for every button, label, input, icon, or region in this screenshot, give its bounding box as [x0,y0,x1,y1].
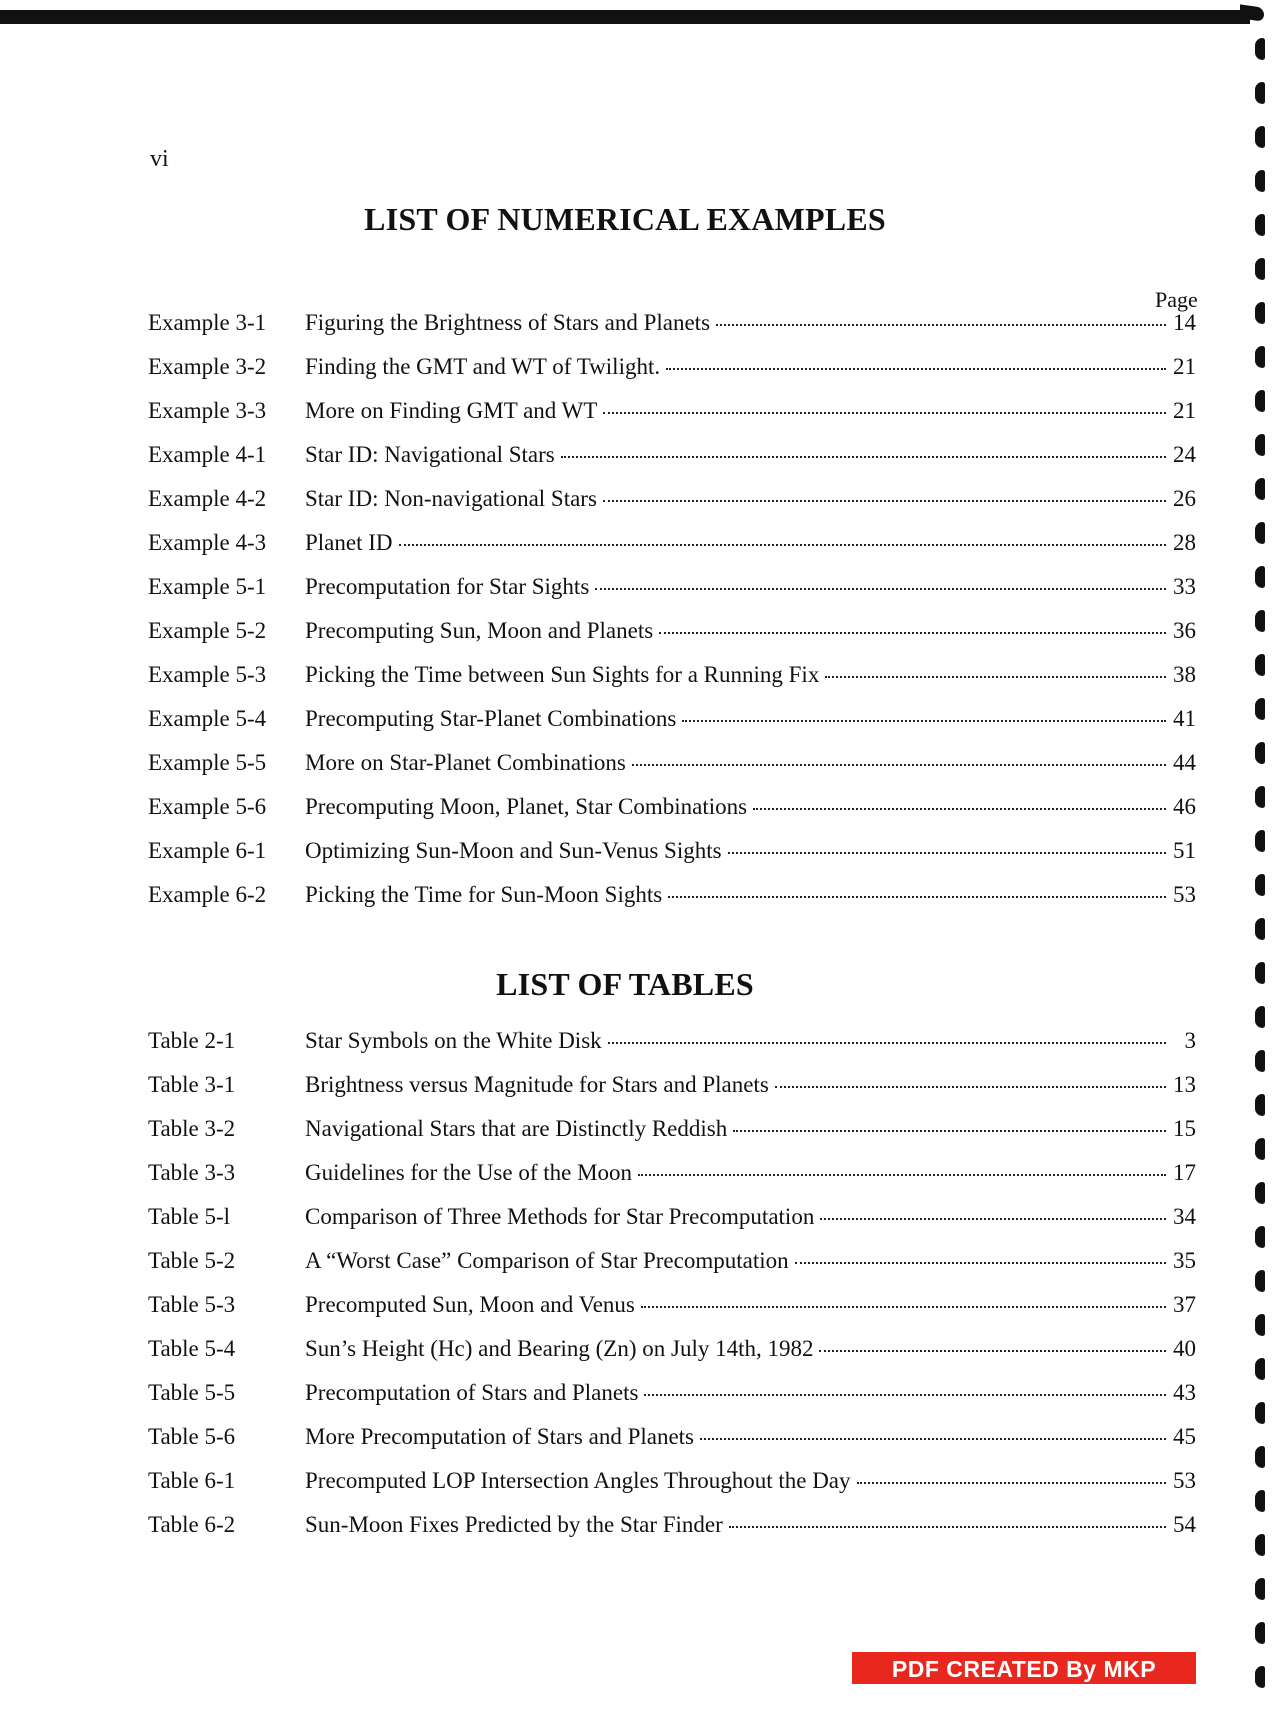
binding-hole [1255,390,1265,412]
binding-hole [1255,962,1265,984]
binding-hole [1255,1358,1265,1380]
table-number: Table 3-2 [148,1116,236,1141]
binding-hole [1255,1094,1265,1116]
table-row [148,1380,1196,1424]
table-page: 15 [1173,1116,1196,1141]
example-page: 24 [1173,442,1196,467]
leader-dots [729,1526,1166,1528]
table-title: Guidelines for the Use of the Moon [305,1160,633,1185]
tables-heading: LIST OF TABLES [496,966,754,1002]
binding-hole [1255,1314,1265,1336]
example-page: 28 [1173,530,1196,555]
numerical-examples-heading: LIST OF NUMERICAL EXAMPLES [364,201,886,237]
binding-hole [1255,82,1265,104]
binding-hole [1255,1666,1265,1688]
leader-dots [399,544,1166,546]
table-number: Table 3-1 [148,1072,236,1097]
table-number: Table 5-6 [148,1424,236,1449]
example-number: Example 5-1 [148,574,267,599]
leader-dots [641,1306,1166,1308]
table-page: 40 [1173,1336,1196,1361]
example-page: 41 [1173,706,1196,731]
binding-hole [1255,610,1265,632]
example-title: More on Star-Planet Combinations [305,750,626,775]
tables-list [148,1028,1196,1556]
table-title: Navigational Stars that are Distinctly Reddish [305,1116,728,1141]
binding-hole [1255,1534,1265,1556]
example-page: 21 [1173,354,1196,379]
example-number: Example 5-3 [148,662,267,687]
example-row [148,530,1196,574]
example-number: Example 6-1 [148,838,267,863]
table-row [148,1512,1196,1556]
table-title: Sun-Moon Fixes Predicted by the Star Finder [305,1512,723,1537]
table-number: Table 5-l [148,1204,231,1229]
table-row [148,1292,1196,1336]
binding-hole [1255,742,1265,764]
leader-dots [603,412,1166,414]
table-row [148,1116,1196,1160]
leader-dots [638,1174,1166,1176]
table-page: 54 [1173,1512,1196,1537]
binding-hole [1255,214,1265,236]
binding-hole [1255,1578,1265,1600]
example-row [148,618,1196,662]
table-row [148,1072,1196,1116]
table-row [148,1424,1196,1468]
example-row [148,882,1196,926]
example-page: 46 [1173,794,1196,819]
table-title: Comparison of Three Methods for Star Precomputation [305,1204,815,1229]
table-page: 17 [1173,1160,1196,1185]
leader-dots [595,588,1166,590]
binding-hole [1255,126,1265,148]
example-number: Example 3-3 [148,398,267,423]
table-number: Table 5-2 [148,1248,236,1273]
binding-hole [1255,1490,1265,1512]
example-title: Figuring the Brightness of Stars and Planets [305,310,711,335]
table-number: Table 3-3 [148,1160,236,1185]
leader-dots [716,324,1166,326]
example-row [148,486,1196,530]
table-page: 35 [1173,1248,1196,1273]
example-title: Picking the Time between Sun Sights for a Running Fix [305,662,820,687]
binding-hole [1255,346,1265,368]
binding-hole [1255,830,1265,852]
binding-hole [1255,434,1265,456]
table-row [148,1028,1196,1072]
leader-dots [700,1438,1166,1440]
table-row [148,1248,1196,1292]
numerical-examples-list [148,310,1196,926]
watermark-stamp: PDF CREATED By MKP [852,1652,1196,1684]
binding-hole [1255,1622,1265,1644]
page-folio: vi [150,146,169,172]
table-number: Table 5-5 [148,1380,236,1405]
example-number: Example 5-6 [148,794,267,819]
table-number: Table 6-1 [148,1468,236,1493]
example-title: Picking the Time for Sun-Moon Sights [305,882,663,907]
example-number: Example 5-2 [148,618,267,643]
binding-hole [1255,1006,1265,1028]
example-title: Precomputing Moon, Planet, Star Combinations [305,794,748,819]
table-page: 43 [1173,1380,1196,1405]
table-row [148,1336,1196,1380]
top-scan-bar [0,10,1250,24]
example-page: 44 [1173,750,1196,775]
page-column-label: Page [1155,287,1198,312]
example-number: Example 3-1 [148,310,267,335]
leader-dots [857,1482,1166,1484]
binding-hole [1255,38,1265,60]
spiral-binding-holes [1255,30,1285,1720]
leader-dots [668,896,1166,898]
example-row [148,442,1196,486]
example-title: Optimizing Sun-Moon and Sun-Venus Sights [305,838,722,863]
binding-hole [1255,170,1265,192]
binding-hole [1255,1402,1265,1424]
binding-hole [1255,1270,1265,1292]
example-number: Example 4-1 [148,442,267,467]
example-title: Precomputing Star-Planet Combinations [305,706,677,731]
leader-dots [608,1042,1166,1044]
example-number: Example 4-3 [148,530,267,555]
example-number: Example 5-5 [148,750,267,775]
leader-dots [820,1218,1166,1220]
example-page: 51 [1173,838,1196,863]
example-row [148,310,1196,354]
leader-dots [632,764,1166,766]
table-title: A “Worst Case” Comparison of Star Precomputation [305,1248,789,1273]
leader-dots [682,720,1166,722]
example-page: 21 [1173,398,1196,423]
binding-hole [1255,698,1265,720]
binding-hole [1255,1226,1265,1248]
example-row [148,574,1196,618]
binding-hole [1255,258,1265,280]
table-row [148,1160,1196,1204]
example-page: 36 [1173,618,1196,643]
table-number: Table 2-1 [148,1028,236,1053]
example-page: 53 [1173,882,1196,907]
leader-dots [659,632,1166,634]
leader-dots [819,1350,1166,1352]
leader-dots [728,852,1166,854]
leader-dots [753,808,1166,810]
binding-hole [1255,302,1265,324]
example-number: Example 5-4 [148,706,267,731]
leader-dots [775,1086,1166,1088]
table-page: 3 [1184,1028,1196,1053]
table-page: 37 [1173,1292,1196,1317]
leader-dots [733,1130,1166,1132]
example-title: Star ID: Navigational Stars [305,442,555,467]
table-number: Table 5-3 [148,1292,236,1317]
example-title: Precomputation for Star Sights [305,574,590,599]
table-title: Star Symbols on the White Disk [305,1028,602,1053]
leader-dots [795,1262,1166,1264]
table-page: 13 [1173,1072,1196,1097]
binding-hole [1255,654,1265,676]
binding-hole [1255,478,1265,500]
example-page: 33 [1173,574,1196,599]
table-page: 34 [1173,1204,1196,1229]
leader-dots [561,456,1166,458]
binding-hole [1255,918,1265,940]
example-title: Planet ID [305,530,393,555]
table-page: 53 [1173,1468,1196,1493]
table-number: Table 6-2 [148,1512,236,1537]
binding-hole [1255,566,1265,588]
example-page: 26 [1173,486,1196,511]
binding-hole [1255,522,1265,544]
example-number: Example 4-2 [148,486,267,511]
example-title: Finding the GMT and WT of Twilight. [305,354,661,379]
table-title: Precomputed LOP Intersection Angles Throughout the Day [305,1468,851,1493]
binding-hole [1255,874,1265,896]
binding-hole [1255,1182,1265,1204]
example-title: More on Finding GMT and WT [305,398,598,423]
table-page: 45 [1173,1424,1196,1449]
binding-hole [1255,786,1265,808]
table-title: Brightness versus Magnitude for Stars and Planets [305,1072,769,1097]
leader-dots [666,368,1166,370]
table-title: Sun’s Height (Hc) and Bearing (Zn) on July 14th, 1982 [305,1336,814,1361]
binding-hole [1255,1050,1265,1072]
example-number: Example 3-2 [148,354,267,379]
table-title: Precomputation of Stars and Planets [305,1380,639,1405]
table-title: Precomputed Sun, Moon and Venus [305,1292,635,1317]
leader-dots [603,500,1166,502]
binding-hole [1255,1138,1265,1160]
example-row [148,662,1196,706]
example-row [148,750,1196,794]
example-title: Star ID: Non-navigational Stars [305,486,597,511]
leader-dots [825,676,1166,678]
example-page: 38 [1173,662,1196,687]
example-number: Example 6-2 [148,882,267,907]
example-page: 14 [1173,310,1196,335]
table-row [148,1204,1196,1248]
example-title: Precomputing Sun, Moon and Planets [305,618,654,643]
table-title: More Precomputation of Stars and Planets [305,1424,695,1449]
example-row [148,354,1196,398]
example-row [148,794,1196,838]
example-row [148,706,1196,750]
leader-dots [644,1394,1166,1396]
table-number: Table 5-4 [148,1336,236,1361]
table-row [148,1468,1196,1512]
example-row [148,838,1196,882]
example-row [148,398,1196,442]
binding-hole [1255,1446,1265,1468]
